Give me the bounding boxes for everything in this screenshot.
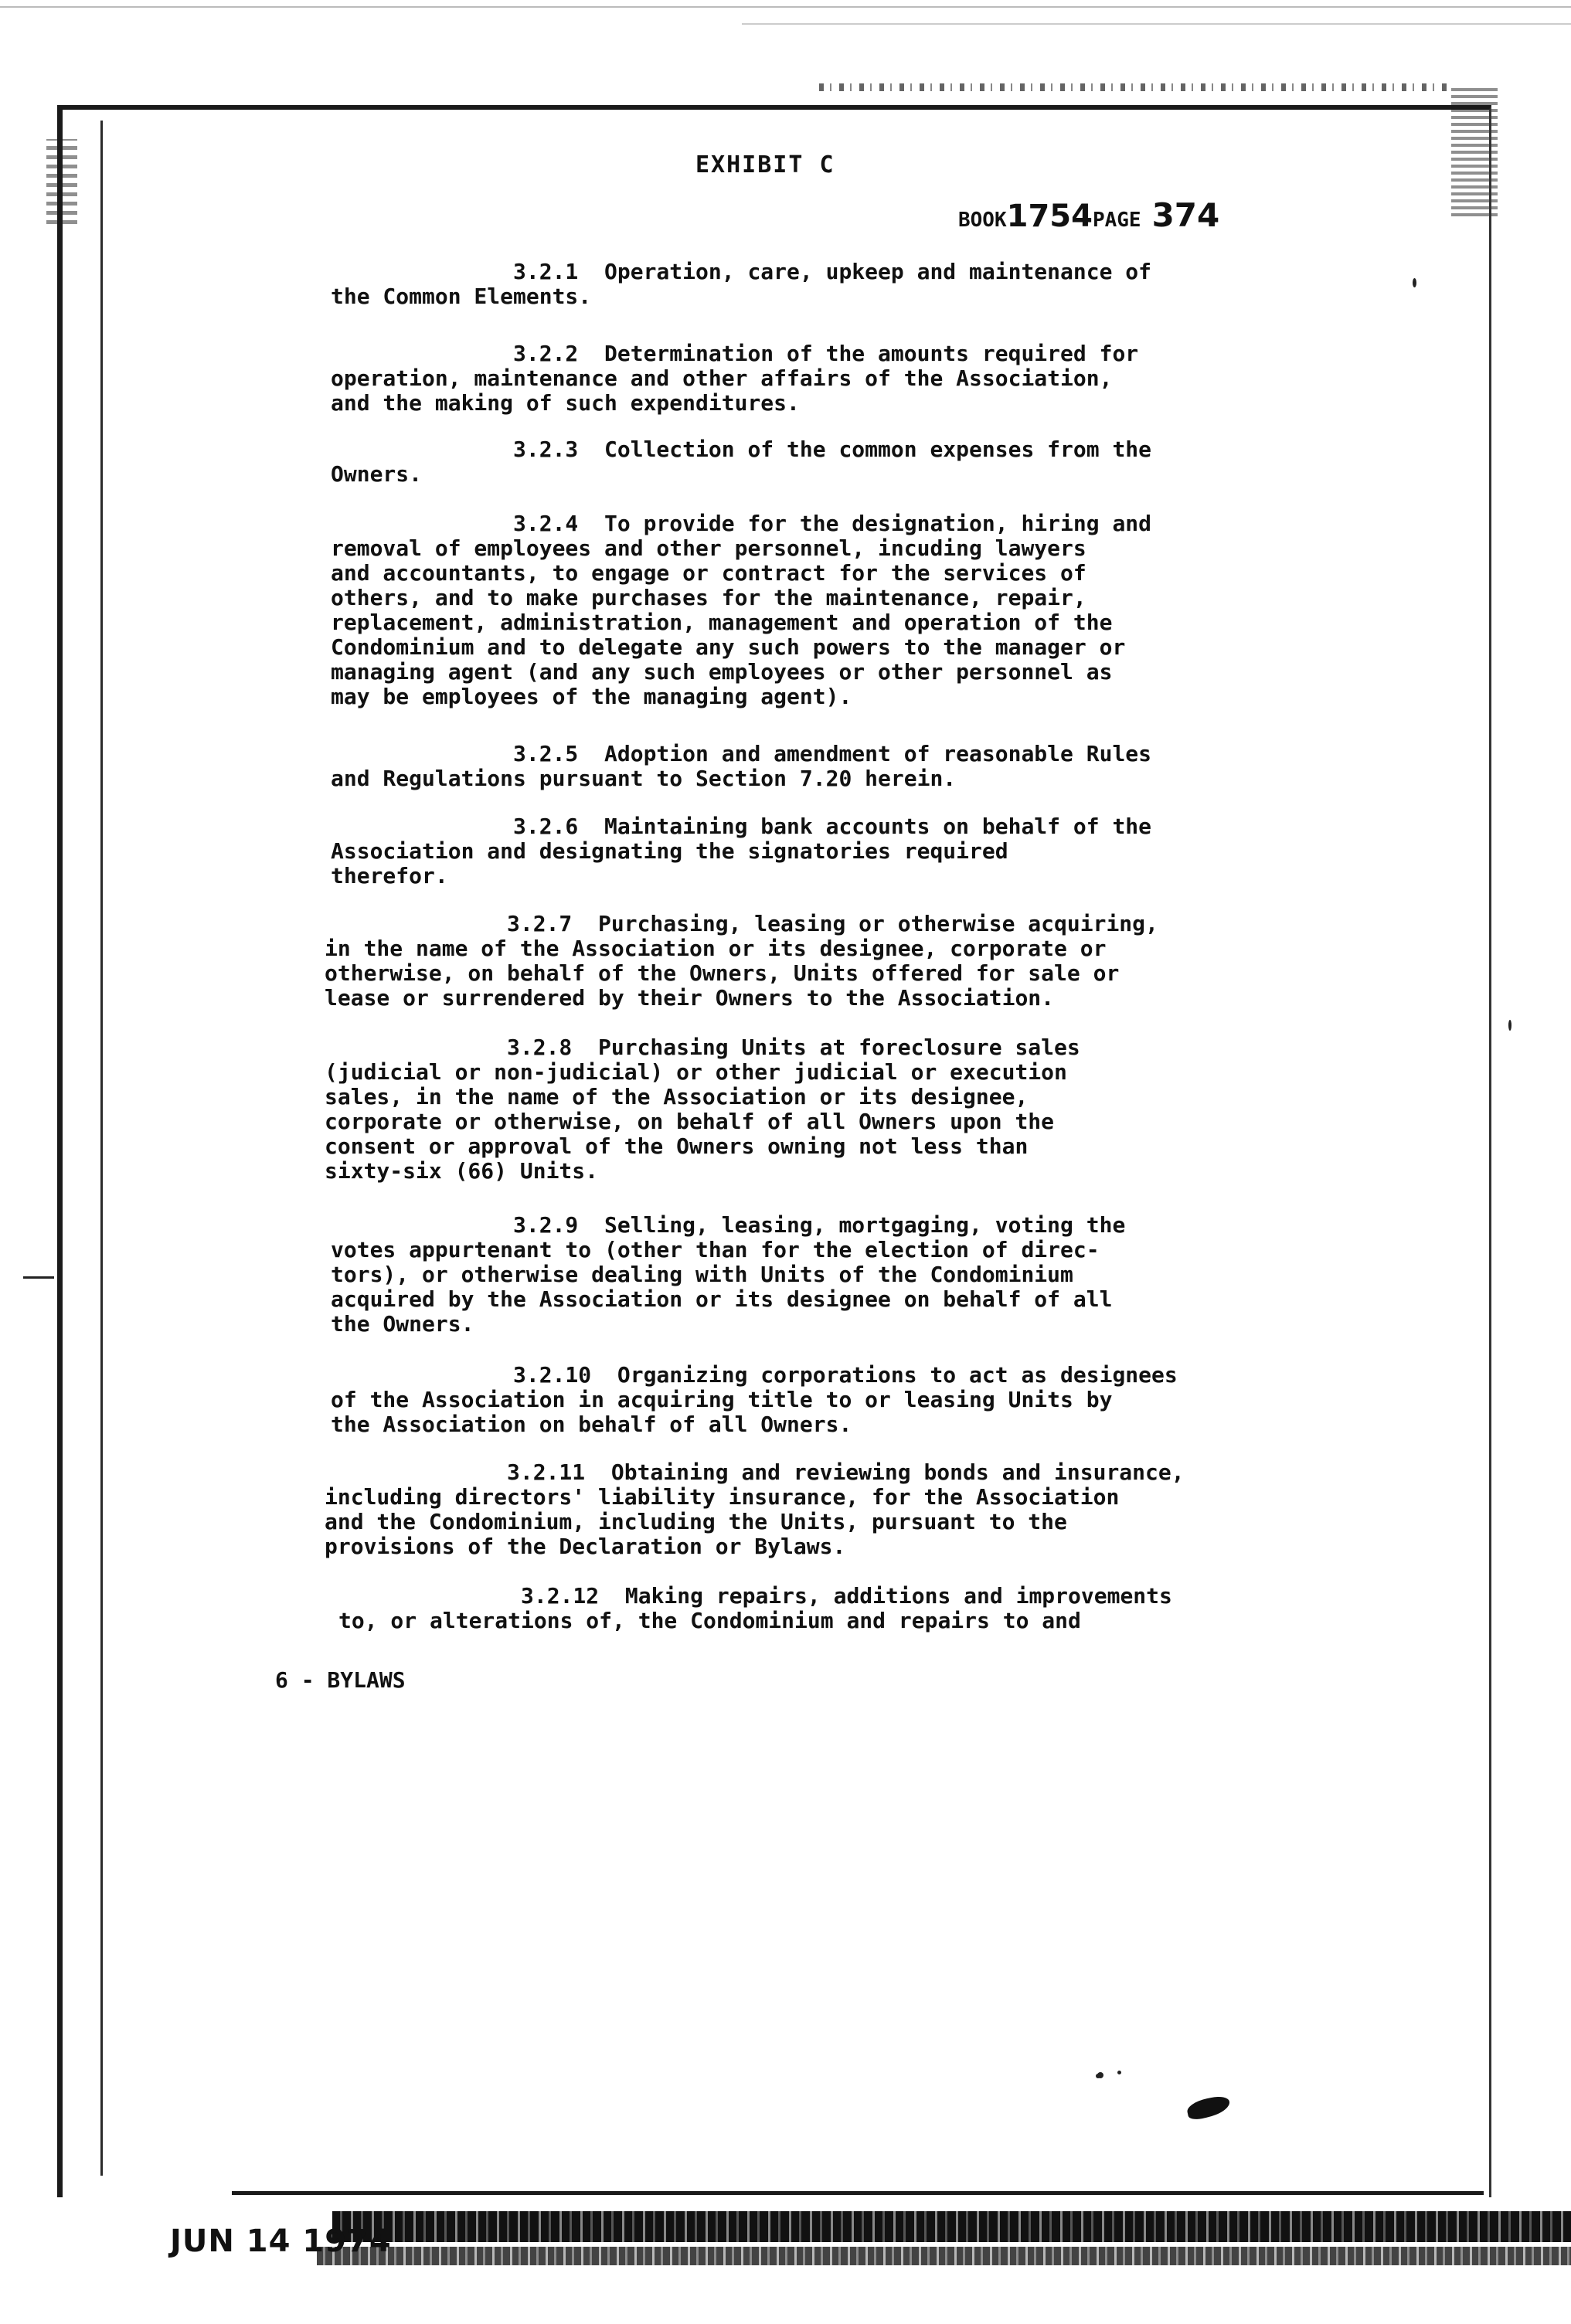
paragraph-line: tors), or otherwise dealing with Units of the Condominium bbox=[331, 1262, 1073, 1287]
paragraph-line: 3.2.9 Selling, leasing, mortgaging, voting the bbox=[331, 1212, 1126, 1238]
paragraph-line: and the making of such expenditures. bbox=[331, 390, 800, 416]
paragraph-line: 3.2.11 Obtaining and reviewing bonds and insurance, bbox=[325, 1459, 1185, 1485]
paragraph-line: otherwise, on behalf of the Owners, Units offered for sale or bbox=[325, 960, 1120, 986]
bylaws-paragraph bbox=[331, 742, 1151, 791]
paragraph-line: 3.2.8 Purchasing Units at foreclosure sales bbox=[325, 1035, 1080, 1060]
paragraph-line: acquired by the Association or its designee on behalf of all bbox=[331, 1286, 1113, 1312]
paragraph-line: in the name of the Association or its designee, corporate or bbox=[325, 936, 1107, 961]
bylaws-paragraph bbox=[331, 437, 1151, 487]
bylaws-paragraph bbox=[325, 912, 1158, 1011]
paragraph-line: managing agent (and any such employees or other personnel as bbox=[331, 659, 1113, 685]
paragraph-line: consent or approval of the Owners owning not less than bbox=[325, 1133, 1029, 1159]
bylaws-paragraph bbox=[331, 814, 1151, 888]
book-label: BOOK bbox=[958, 209, 1007, 232]
exhibit-title: EXHIBIT C bbox=[695, 151, 835, 178]
paragraph-line: (judicial or non-judicial) or other judicial or execution bbox=[325, 1059, 1067, 1085]
paragraph-line: 3.2.2 Determination of the amounts required for bbox=[331, 341, 1139, 366]
paragraph-line: Condominium and to delegate any such powers to the manager or bbox=[331, 634, 1126, 660]
paragraph-line: 3.2.12 Making repairs, additions and improvements bbox=[338, 1583, 1172, 1609]
paragraph-line: and accountants, to engage or contract for the services of bbox=[331, 560, 1086, 586]
paragraph-line: removal of employees and other personnel, incuding lawyers bbox=[331, 535, 1086, 561]
bylaws-paragraph bbox=[338, 1584, 1172, 1633]
bylaws-paragraph bbox=[325, 1460, 1185, 1559]
paragraph-line: sixty-six (66) Units. bbox=[325, 1158, 599, 1184]
bylaws-paragraph bbox=[331, 511, 1151, 709]
paragraph-line: provisions of the Declaration or Bylaws. bbox=[325, 1534, 846, 1559]
paragraph-line: the Owners. bbox=[331, 1311, 474, 1337]
paragraph-line: to, or alterations of, the Condominium and repairs to and bbox=[338, 1608, 1081, 1633]
page-number: 374 bbox=[1151, 196, 1220, 234]
book-number: 1754 bbox=[1006, 199, 1093, 234]
paragraph-line: 3.2.4 To provide for the designation, hiring and bbox=[331, 511, 1152, 536]
paragraph-line: may be employees of the managing agent). bbox=[331, 684, 852, 709]
paragraph-line: Association and designating the signatories required bbox=[331, 838, 1008, 864]
paragraph-line: replacement, administration, management and operation of the bbox=[331, 610, 1113, 635]
paragraph-line: votes appurtenant to (other than for the election of direc- bbox=[331, 1237, 1100, 1262]
bylaws-paragraph bbox=[331, 1363, 1178, 1437]
paragraph-line: 3.2.5 Adoption and amendment of reasonable Rules bbox=[331, 741, 1152, 766]
paragraph-line: 3.2.3 Collection of the common expenses from the bbox=[331, 437, 1152, 462]
paragraph-line: including directors' liability insurance, for the Association bbox=[325, 1484, 1120, 1510]
paragraph-line: operation, maintenance and other affairs of the Association, bbox=[331, 365, 1113, 391]
date-stamp: JUN 14 1974 bbox=[170, 2224, 392, 2259]
bylaws-paragraph bbox=[331, 341, 1138, 416]
paragraph-line: Owners. bbox=[331, 461, 423, 487]
paragraph-line: the Common Elements. bbox=[331, 284, 592, 309]
paragraph-line: corporate or otherwise, on behalf of all Owners upon the bbox=[325, 1109, 1055, 1134]
paragraph-line: 3.2.1 Operation, care, upkeep and maintenance of bbox=[331, 259, 1152, 284]
paragraph-line: 3.2.10 Organizing corporations to act as designees bbox=[331, 1362, 1178, 1388]
paragraph-line: 3.2.6 Maintaining bank accounts on behalf of the bbox=[331, 814, 1152, 839]
page-label: PAGE bbox=[1092, 209, 1141, 232]
bylaws-paragraph bbox=[331, 260, 1151, 309]
bylaws-paragraph bbox=[331, 1213, 1125, 1337]
paragraph-line: the Association on behalf of all Owners. bbox=[331, 1412, 852, 1437]
paragraph-line: therefor. bbox=[331, 863, 448, 888]
paragraph-line: sales, in the name of the Association or its designee, bbox=[325, 1084, 1029, 1109]
page-footer: 6 - BYLAWS bbox=[275, 1667, 406, 1693]
paragraph-line: 3.2.7 Purchasing, leasing or otherwise acquiring, bbox=[325, 911, 1158, 936]
book-page-reference bbox=[958, 196, 1219, 234]
paragraph-line: and Regulations pursuant to Section 7.20 herein. bbox=[331, 766, 957, 791]
paragraph-line: lease or surrendered by their Owners to the Association. bbox=[325, 985, 1055, 1011]
paragraph-line: and the Condominium, including the Units, pursuant to the bbox=[325, 1509, 1067, 1534]
bylaws-paragraph bbox=[325, 1035, 1080, 1184]
paragraph-line: others, and to make purchases for the maintenance, repair, bbox=[331, 585, 1086, 610]
paragraph-line: of the Association in acquiring title to or leasing Units by bbox=[331, 1387, 1113, 1412]
